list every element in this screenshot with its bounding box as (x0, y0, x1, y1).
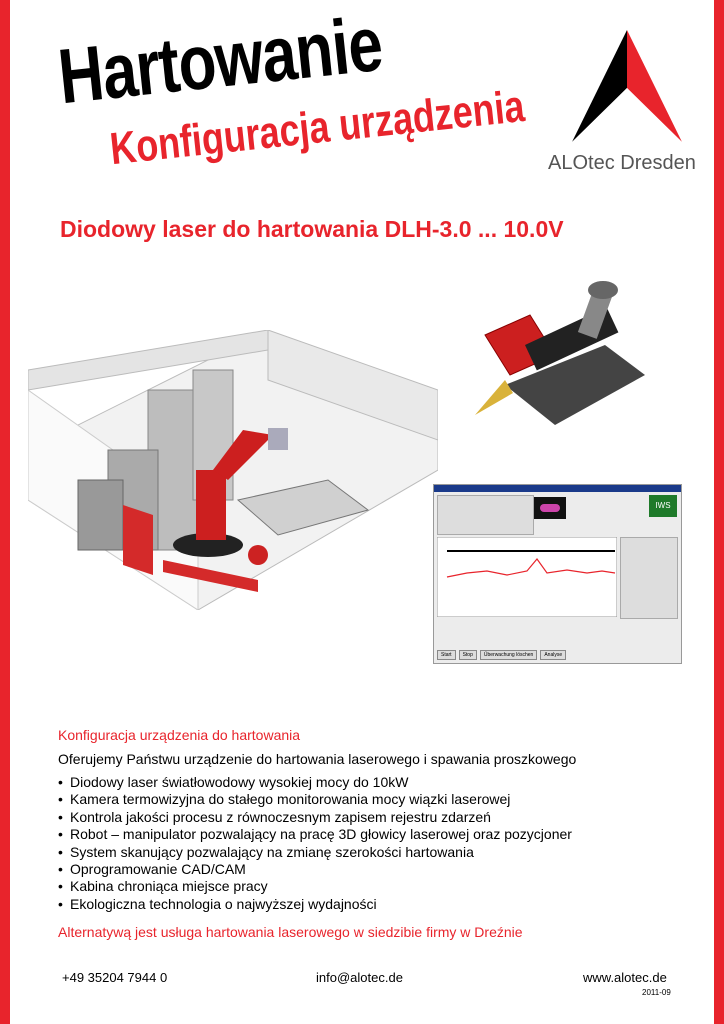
stop-button[interactable]: Stop (459, 650, 477, 660)
company-name: ALOtec Dresden (548, 152, 696, 174)
list-item: • Kamera termowizyjna do stałego monitorowania mocy wiązki laserowej (58, 791, 572, 808)
left-border-bar (0, 0, 10, 1024)
list-item: • System skanujący pozwalający na zmianę szerokości hartowania (58, 844, 572, 861)
list-item: • Diodowy laser światłowodowy wysokiej mocy do 10kW (58, 774, 572, 791)
right-border-bar (714, 0, 724, 1024)
process-signal-plot (437, 537, 617, 617)
clear-monitoring-button[interactable]: Überwachung löschen (480, 650, 537, 660)
start-button[interactable]: Start (437, 650, 456, 660)
section-title: Konfiguracja urządzenia do hartowania (58, 727, 301, 743)
software-screenshot (433, 484, 682, 664)
control-panel (620, 537, 678, 619)
list-item: • Oprogramowanie CAD/CAM (58, 861, 572, 878)
alternative-service-note: Alternatywą jest usługa hartowania laserowego w siedzibie firmy w Dreźnie (58, 924, 523, 940)
list-item: • Kabina chroniąca miejsce pracy (58, 878, 572, 895)
screen-button-bar (437, 650, 566, 660)
footer-phone: +49 35204 7944 0 (62, 970, 168, 985)
list-item: • Kontrola jakości procesu z równoczesnym zapisem rejestru zdarzeń (58, 809, 572, 826)
analyse-button[interactable]: Analyse (540, 650, 566, 660)
intro-text: Oferujemy Państwu urządzenie do hartowania laserowego i spawania proszkowego (58, 751, 577, 767)
main-subtitle: Konfiguracja urządzenia (107, 79, 527, 175)
feature-list (58, 774, 572, 913)
iws-logo: IWS (649, 495, 677, 517)
list-item: • Ekologiczna technologia o najwyższej wydajności (58, 896, 572, 913)
product-title: Diodowy laser do hartowania DLH-3.0 ... 10.0V (60, 216, 564, 242)
laser-head-illustration (445, 275, 650, 450)
parameter-panel (437, 495, 534, 535)
alotec-logo-icon (562, 30, 692, 145)
laser-workcell-illustration (28, 330, 438, 610)
main-title: Hartowanie (54, 1, 386, 121)
list-item: • Robot – manipulator pozwalający na pracę 3D głowicy laserowej oraz pozycjoner (58, 826, 572, 843)
thermal-camera-view (534, 497, 566, 519)
footer-email[interactable]: info@alotec.de (316, 970, 403, 985)
document-date: 2011-09 (642, 988, 671, 997)
window-title-bar (434, 485, 681, 492)
footer-website[interactable]: www.alotec.de (583, 970, 667, 985)
